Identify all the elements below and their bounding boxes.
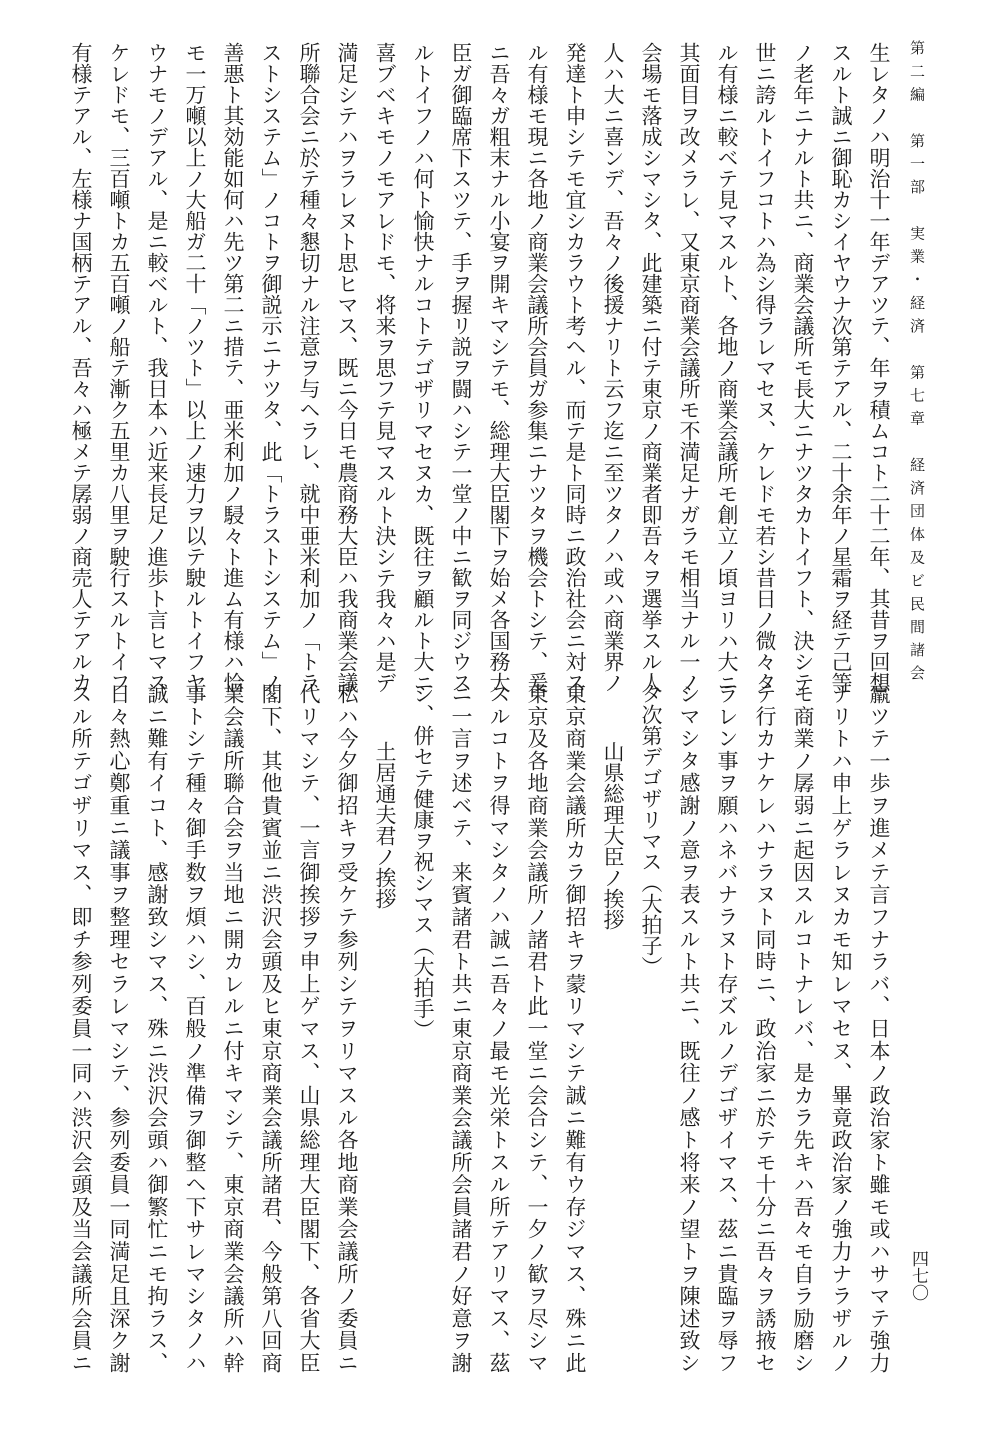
text-column: 日々熱心鄭重ニ議事ヲ整理セラレマシテ、参列委員一同満足且深ク謝	[107, 683, 131, 1373]
text-column: ナリトハ申上ゲラレヌカモ知レマセヌ、畢竟政治家ノ強力ナラザルノ	[829, 683, 853, 1373]
text-column: ニ一言ヲ述ベテ、来賓諸君ト共ニ東京商業会議所会員諸君ノ好意ヲ謝	[449, 683, 473, 1373]
text-column: モ商業ノ孱弱ニ起因スルコトナレバ、是カラ先キハ吾々モ自ラ励磨シ	[791, 683, 815, 1373]
text-column: 業会議所聯合会ヲ当地ニ開カレルニ付キマシテ、東京商業会議所ハ幹	[221, 683, 245, 1373]
text-column: 東京商業会議所カラ御招キヲ蒙リマシテ誠ニ難有ウ存ジマス、殊ニ此	[563, 683, 587, 1373]
running-header: 第二編 第一部 実業・経済 第七章 経済団体及ビ民間諸会	[908, 40, 926, 680]
text-column: 会場モ落成シマシタ、此建築ニ付テ東京ノ商業者即吾々ヲ選挙スル人	[639, 42, 663, 693]
text-column: 誠ニ難有イコト、感謝致シマス、殊ニ渋沢会頭ハ御繁忙ニモ拘ラス、	[145, 683, 169, 1373]
page-number: 四七〇	[908, 1250, 928, 1301]
text-column: 代リマシテ、一言御挨拶ヲ申上ゲマス、山県総理大臣閣下、各省大臣	[297, 683, 321, 1373]
text-column: 善悪ト其効能如何ハ先ツ第二ニ措テ、亜米利加ノ駸々ト進ム有様ハ恰	[221, 42, 245, 693]
text-column: ルトイフノハ何ト愉快ナルコトテゴザリマセヌカ、既往ヲ顧ルト大ニ	[411, 42, 435, 693]
text-column: 人ハ大ニ喜ンデ、吾々ノ後援ナリト云フ迄ニ至ツタノハ或ハ商業界ノ	[601, 42, 625, 693]
text-column: スルト誠ニ御恥カシイヤウナ次第テアル、二十余年ノ星霜ヲ経テ己等	[829, 42, 853, 693]
text-column: 東京及各地商業会議所ノ諸君ト此一堂ニ会合シテ、一夕ノ歓ヲ尽シマ	[525, 683, 549, 1373]
text-column: シマシタ感謝ノ意ヲ表スルト共ニ、既往ノ感ト将来ノ望トヲ陳述致シ	[677, 683, 701, 1373]
text-column: スルコトヲ得マシタノハ誠ニ吾々ノ最モ光栄トスル所テアリマス、茲	[487, 683, 511, 1373]
text-column: 臣ガ御臨席下スツテ、手ヲ握リ説ヲ闘ハシテ一堂ノ中ニ歓ヲ同ジウス	[449, 42, 473, 693]
speech-heading: 土居通夫君ノ挨拶	[373, 741, 397, 909]
text-column: 閣下、其他貴賓並ニ渋沢会頭及ヒ東京商業会議所諸君、今般第八回商	[259, 683, 283, 1373]
text-column: シ、併セテ健康ヲ祝シマス（大拍手）	[411, 683, 435, 1040]
text-column: ストシステム」ノコトヲ御説示ニナツタ、此「トラストシステム」ノ	[259, 42, 283, 693]
text-column: ル有様ニ較ベテ見マスルト、各地ノ商業会議所モ創立ノ頃ヨリハ大ニ	[715, 42, 739, 693]
speech-heading: 山県総理大臣ノ挨拶	[601, 741, 625, 930]
text-column: スル所テゴザリマス、即チ参列委員一同ハ渋沢会頭及当会議所会員ニ	[69, 683, 93, 1373]
text-column: 羸ツテ一歩ヲ進メテ言フナラバ、日本ノ政治家ト雖モ或ハサマテ強力	[867, 683, 891, 1373]
text-column: 満足シテハヲラレヌト思ヒマス、既ニ今日モ農商務大臣ハ我商業会議	[335, 42, 359, 693]
text-column: 喜ブベキモノモアレドモ、将来ヲ思フテ見マスルト決シテ我々ハ是デ	[373, 42, 397, 693]
text-column: 有様テアル、左様ナ国柄テアル、吾々ハ極メテ孱弱ノ商売人テアルカ	[69, 42, 93, 693]
text-column: ラレン事ヲ願ハネバナラヌト存ズルノデゴザイマス、茲ニ貴臨ヲ辱フ	[715, 683, 739, 1373]
text-column: 事トシテ種々御手数ヲ煩ハシ、百般ノ準備ヲ御整ヘ下サレマシタノハ	[183, 683, 207, 1373]
text-column: 発達ト申シテモ宜シカラウト考ヘル、而テ是ト同時ニ政治社会ニ対ス	[563, 42, 587, 693]
text-column: 所聯合会ニ於テ種々懇切ナル注意ヲ与ヘラレ、就中亜米利加ノ「トラ	[297, 42, 321, 693]
text-column: 世ニ誇ルトイフコトハ為シ得ラレマセヌ、ケレドモ若シ昔日ノ微々タ	[753, 42, 777, 693]
text-column: ニ吾々ガ粗末ナル小宴ヲ開キマシテモ、総理大臣閣下ヲ始メ各国務大	[487, 42, 511, 693]
text-column: モ一万噸以上ノ大船ガ二十「ノツト」以上ノ速力ヲ以テ駛ルトイフヤ	[183, 42, 207, 693]
text-column: 其面目ヲ改メラレ、又東京商業会議所モ不満足ナガラモ相当ナル一ノ	[677, 42, 701, 693]
text-column: ル有様モ現ニ各地ノ商業会議所会員ガ参集ニナツタヲ機会トシテ、爰	[525, 42, 549, 693]
text-column: ノ老年ニナルト共ニ、商業会議所モ長大ニナツタカトイフト、決シテ	[791, 42, 815, 693]
text-column: タ次第デゴザリマス（大拍子）	[639, 683, 663, 977]
text-column: ウナモノデアル、是ニ較ベルト、我日本ハ近来長足ノ進歩ト言ヒマス	[145, 42, 169, 693]
text-column: ケレドモ、三百噸トカ五百噸ノ船テ漸ク五里カ八里ヲ駛行スルトイフ	[107, 42, 131, 693]
text-column: 私ハ今夕御招キヲ受ケテ参列シテヲリマスル各地商業会議所ノ委員ニ	[335, 683, 359, 1373]
text-column: 生レタノハ明治十一年デアツテ、年ヲ積ムコト二十二年、其昔ヲ回想	[867, 42, 891, 693]
text-column: テ行カナケレハナラヌト同時ニ、政治家ニ於テモ十分ニ吾々ヲ誘掖セ	[753, 683, 777, 1373]
